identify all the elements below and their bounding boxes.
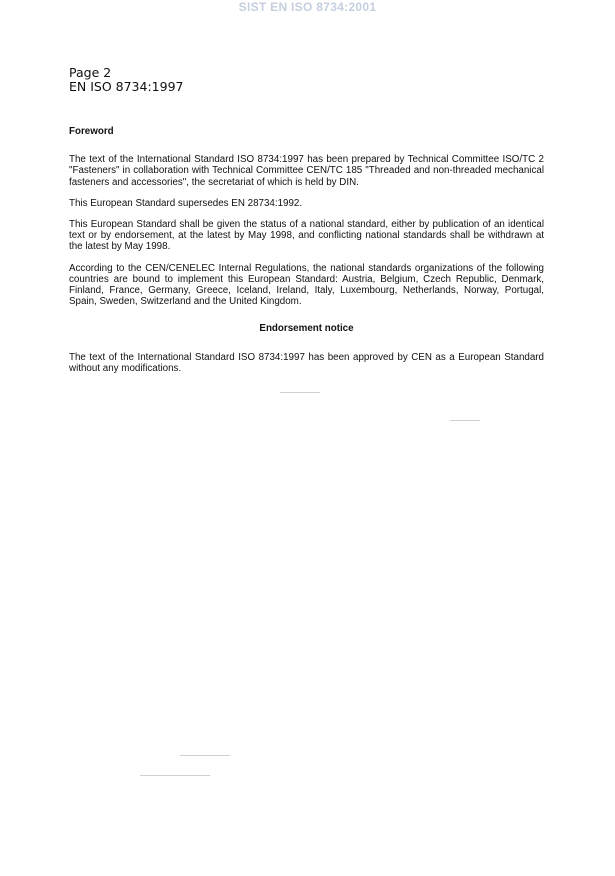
foreword-paragraph-2: This European Standard supersedes EN 28734:1992. [69, 197, 303, 209]
foreword-paragraph-3: This European Standard shall be given the status of a national standard, either by publication of an identical text or by endorsement, at the latest by May 1998, and conflicting national standards shall be withdrawn at the latest by May 1998. [69, 219, 544, 253]
foreword-paragraph-4: According to the CEN/CENELEC Internal Regulations, the national standards organizations of the following countries are bound to implement this European Standard: Austria, Belgium, Czech Republic, Denmark, Finland, France, Germany, Greece, Iceland, Ireland, Italy, Luxembourg, Netherlands, Norway, Portugal, Spain, Sweden, Switzerland and the United Kingdom. [69, 262, 544, 308]
page-number: Page 2 [69, 65, 112, 80]
scan-speck [450, 420, 480, 421]
endorsement-paragraph: The text of the International Standard ISO 8734:1997 has been approved by CEN as a European Standard without any modifications. [69, 351, 544, 374]
foreword-heading: Foreword [69, 126, 114, 137]
foreword-paragraph-1: The text of the International Standard ISO 8734:1997 has been prepared by Technical Committee ISO/TC 2 "Fasteners" in collaboration with Technical Committee CEN/TC 185 "Threaded and non-threaded mechanical fasteners and accessories", the secretariat of which is held by DIN. [69, 154, 544, 188]
document-body [69, 126, 544, 384]
scan-speck [140, 775, 210, 776]
endorsement-heading: Endorsement notice [259, 323, 354, 335]
page-header [69, 66, 184, 94]
scan-speck [280, 392, 320, 393]
watermark: SIST EN ISO 8734:2001 [238, 0, 377, 14]
standard-reference: EN ISO 8734:1997 [69, 79, 184, 94]
scan-speck [180, 755, 230, 756]
